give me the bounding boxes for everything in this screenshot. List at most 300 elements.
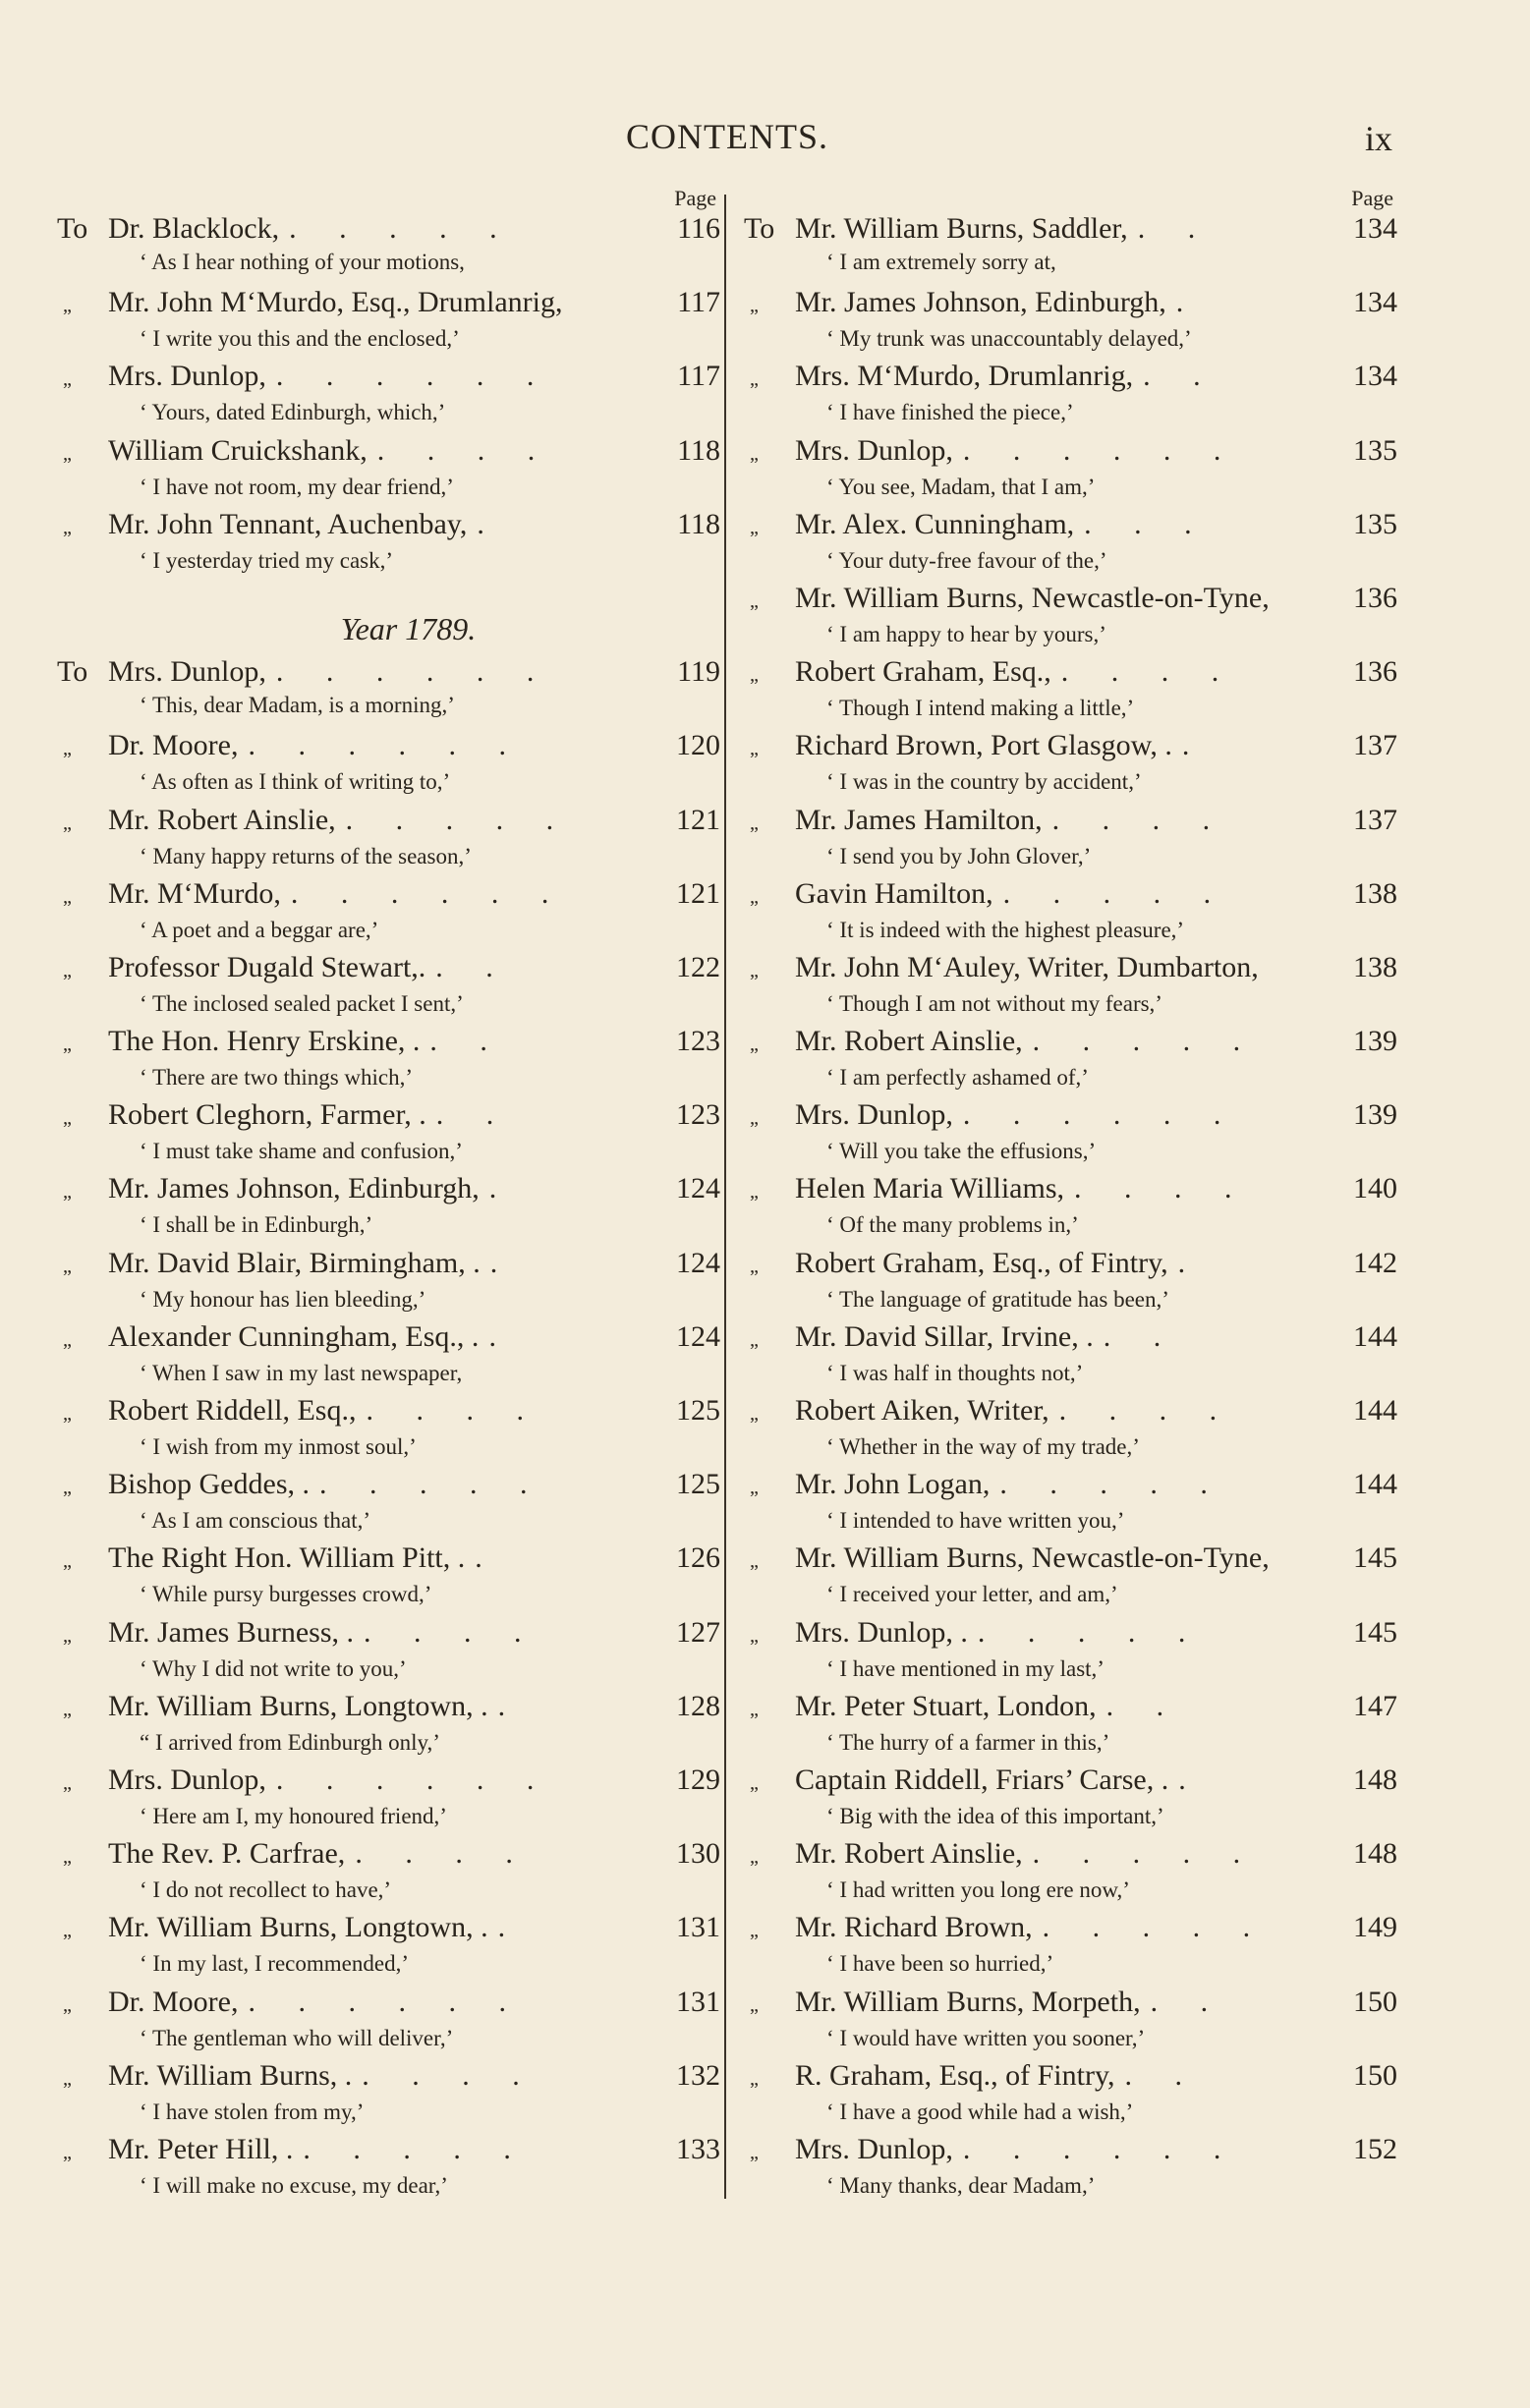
entry-page-number: 117	[677, 360, 720, 393]
entry-page-number: 124	[676, 1319, 720, 1353]
dot-leader: . . . .	[366, 1394, 541, 1427]
letter-first-line: ‘ I wish from my inmost soul,’	[140, 1434, 417, 1459]
entry-page-number: 136	[1353, 655, 1397, 689]
dot-leader: . .	[435, 950, 511, 983]
contents-entry	[744, 210, 1397, 284]
entry-page-number: 131	[676, 1911, 720, 1944]
entry-page-number: 117	[677, 286, 720, 319]
entry-prefix: „	[63, 959, 72, 981]
contents-entry	[57, 1762, 720, 1835]
letter-first-line: ‘ Will you take the effusions,’	[826, 1139, 1097, 1164]
recipient-name: Professor Dugald Stewart,.	[108, 950, 426, 983]
letter-first-line: ‘ I am extremely sorry at,	[826, 250, 1056, 274]
recipient-name: Richard Brown, Port Glasgow, .	[795, 729, 1172, 762]
recipient-name: Mr. William Burns, Morpeth,	[795, 1985, 1141, 2018]
entry-heading	[744, 506, 1397, 546]
recipient-name: Mrs. Dunlop,	[795, 433, 953, 467]
entry-prefix: „	[63, 738, 72, 760]
letter-first-line: ‘ I had written you long ere now,’	[826, 1877, 1130, 1903]
entry-page-number: 134	[1353, 360, 1397, 393]
entry-page-number: 145	[1353, 1541, 1397, 1575]
entry-heading	[744, 1023, 1397, 1063]
recipient-name: Dr. Moore,	[108, 1985, 239, 2018]
recipient-name: Mr. David Sillar, Irvine, .	[795, 1319, 1094, 1353]
entry-heading	[744, 653, 1397, 694]
contents-entry	[57, 727, 720, 801]
recipient-name: Alexander Cunningham, Esq., .	[108, 1319, 480, 1353]
recipient-name: The Rev. P. Carfrae,	[108, 1837, 346, 1871]
entry-page-number: 134	[1353, 286, 1397, 319]
recipient-name: Mr. David Blair, Birmingham, .	[108, 1246, 481, 1279]
dot-leader: . . . .	[364, 1615, 539, 1649]
entry-prefix: „	[63, 516, 72, 538]
entry-heading	[744, 802, 1397, 842]
contents-entry	[57, 358, 720, 431]
letter-first-line: ‘ I have mentioned in my last,’	[826, 1655, 1105, 1681]
entry-heading	[57, 432, 720, 473]
contents-entry	[57, 1096, 720, 1170]
letter-first-line: ‘ I am happy to hear by yours,’	[826, 621, 1106, 646]
entry-page-number: 128	[676, 1689, 720, 1722]
contents-entry	[57, 1614, 720, 1688]
entry-prefix: „	[750, 516, 759, 538]
dot-leader: .	[497, 1689, 524, 1722]
contents-entry	[744, 1762, 1397, 1835]
entry-heading	[57, 875, 720, 916]
entry-heading	[57, 653, 720, 691]
entry-prefix: „	[750, 1993, 759, 2016]
contents-entry	[57, 1318, 720, 1392]
recipient-name: Robert Cleghorn, Farmer, .	[108, 1098, 426, 1132]
dot-leader: . .	[1105, 1689, 1182, 1722]
entry-page-number: 148	[1353, 1837, 1397, 1871]
entry-page-number: 123	[676, 1025, 720, 1058]
letter-first-line: ‘ Of the many problems in,’	[826, 1212, 1079, 1238]
recipient-name: Mr. Alex. Cunningham,	[795, 507, 1075, 540]
recipient-name: Robert Riddell, Esq.,	[108, 1394, 357, 1427]
letter-first-line: ‘ The hurry of a farmer in this,’	[826, 1729, 1110, 1755]
dot-leader: . .	[1137, 212, 1214, 245]
entry-prefix: „	[750, 1328, 759, 1351]
recipient-name: Mr. William Burns, Newcastle-on-Tyne,	[795, 1541, 1270, 1575]
entry-page-number: 152	[1353, 2132, 1397, 2165]
recipient-name: Mr. James Johnson, Edinburgh,	[795, 286, 1166, 319]
entry-prefix: „	[750, 442, 759, 465]
contents-entry	[57, 1023, 720, 1096]
recipient-name: Mr. Robert Ainslie,	[795, 1837, 1023, 1871]
entry-page-number: 150	[1353, 1985, 1397, 2018]
entry-prefix: „	[63, 368, 72, 391]
letter-first-line: ‘ I will make no excuse, my dear,’	[140, 2172, 448, 2198]
contents-entry	[744, 1688, 1397, 1762]
entry-prefix: „	[750, 1107, 759, 1130]
entry-heading	[57, 1023, 720, 1063]
letter-first-line: ‘ As I am conscious that,’	[140, 1508, 371, 1534]
recipient-name: Mr. William Burns, Newcastle-on-Tyne,	[795, 581, 1270, 614]
recipient-name: Mr. James Hamilton,	[795, 803, 1043, 836]
recipient-name: Dr. Blacklock,	[108, 212, 280, 245]
letter-first-line: ‘ Here am I, my honoured friend,’	[140, 1803, 447, 1828]
entry-prefix: „	[63, 442, 72, 465]
entry-page-number: 120	[676, 729, 720, 762]
contents-entry	[57, 1984, 720, 2057]
entry-heading	[57, 1466, 720, 1506]
letter-first-line: ‘ Many thanks, dear Madam,’	[826, 2172, 1096, 2198]
entry-heading	[57, 1984, 720, 2024]
recipient-name: Bishop Geddes, .	[108, 1468, 310, 1501]
entry-heading	[744, 1762, 1397, 1802]
contents-entry	[744, 358, 1397, 431]
contents-entry	[744, 802, 1397, 875]
entry-page-number: 137	[1353, 729, 1397, 762]
entry-page-number: 118	[677, 433, 720, 467]
entry-page-number: 134	[1353, 212, 1397, 245]
letter-first-line: ‘ You see, Madam, that I am,’	[826, 474, 1096, 499]
entry-page-number: 124	[676, 1246, 720, 1279]
contents-entry	[744, 1909, 1397, 1983]
dot-leader: . . . . . .	[962, 1098, 1239, 1132]
entry-page-number: 130	[676, 1837, 720, 1871]
recipient-name: Mr. William Burns, .	[108, 2058, 353, 2092]
recipient-name: Mr. Richard Brown,	[795, 1911, 1033, 1944]
entry-page-number: 118	[677, 507, 720, 540]
dot-leader: . .	[1103, 1319, 1179, 1353]
letter-first-line: ‘ While pursy burgesses crowd,’	[140, 1582, 432, 1607]
letter-first-line: ‘ I have not room, my dear friend,’	[140, 474, 454, 499]
recipient-name: William Cruickshank,	[108, 433, 368, 467]
entry-prefix: „	[750, 738, 759, 760]
entry-page-number: 148	[1353, 1763, 1397, 1796]
letter-first-line: ‘ I send you by John Glover,’	[826, 843, 1092, 868]
contents-entry	[744, 284, 1397, 358]
letter-first-line: ‘ In my last, I recommended,’	[140, 1951, 409, 1977]
entry-page-number: 137	[1353, 803, 1397, 836]
page-number: ix	[1364, 119, 1392, 158]
dot-leader: . .	[1143, 360, 1218, 393]
entry-heading	[744, 580, 1397, 620]
recipient-name: Gavin Hamilton,	[795, 876, 993, 910]
contents-entry	[57, 1909, 720, 1983]
recipient-name: Mr. William Burns, Longtown, .	[108, 1689, 488, 1722]
entry-prefix: „	[63, 1846, 72, 1869]
entry-heading	[744, 1318, 1397, 1359]
entry-page-number: 135	[1353, 507, 1397, 540]
recipient-name: Mr. James Burness, .	[108, 1615, 354, 1649]
contents-entry	[57, 875, 720, 949]
dot-leader: . . . . .	[1032, 1837, 1259, 1871]
entry-prefix: „	[63, 2141, 72, 2163]
letter-first-line: ‘ I yesterday tried my cask,’	[140, 547, 394, 573]
entry-heading	[57, 1835, 720, 1876]
entry-page-number: 125	[676, 1468, 720, 1501]
dot-leader: . . . . . .	[275, 360, 552, 393]
entry-prefix: „	[63, 1034, 72, 1056]
entry-prefix: „	[63, 885, 72, 908]
entry-page-number: 147	[1353, 1689, 1397, 1722]
entry-prefix: „	[750, 812, 759, 834]
contents-entry	[57, 1835, 720, 1909]
entry-heading	[744, 210, 1397, 248]
contents-entry	[57, 1392, 720, 1466]
entry-prefix: „	[750, 1550, 759, 1573]
entry-prefix: „	[750, 1255, 759, 1277]
entry-page-number: 119	[677, 655, 720, 689]
entry-heading	[57, 1392, 720, 1432]
recipient-name: Dr. Moore,	[108, 729, 239, 762]
entry-heading	[744, 1392, 1397, 1432]
contents-entry	[744, 1392, 1397, 1466]
letter-first-line: ‘ I have a good while had a wish,’	[826, 2099, 1134, 2124]
entry-page-number: 124	[676, 1172, 720, 1205]
letter-first-line: ‘ I have finished the piece,’	[826, 400, 1074, 425]
entry-prefix: „	[63, 1698, 72, 1720]
dot-leader: .	[488, 1319, 514, 1353]
entry-page-number: 121	[676, 803, 720, 836]
entry-prefix: „	[63, 1255, 72, 1277]
entry-heading	[57, 949, 720, 989]
entry-heading	[57, 1688, 720, 1728]
entry-page-number: 122	[676, 950, 720, 983]
dot-leader: . . . . . .	[275, 655, 552, 689]
recipient-name: Captain Riddell, Friars’ Carse, .	[795, 1763, 1169, 1796]
letter-first-line: ‘ I write you this and the enclosed,’	[140, 326, 460, 352]
dot-leader: . .	[1124, 2058, 1201, 2092]
recipient-name: Mrs. Dunlop,	[795, 1098, 953, 1132]
dot-leader: . . . .	[1058, 1394, 1235, 1427]
entry-prefix: „	[750, 664, 759, 687]
dot-leader: .	[1178, 1763, 1204, 1796]
entry-heading	[744, 2057, 1397, 2098]
entry-page-number: 131	[676, 1985, 720, 2018]
entry-prefix: „	[63, 1477, 72, 1499]
entry-page-number: 135	[1353, 433, 1397, 467]
entry-heading	[57, 284, 720, 324]
entry-heading	[57, 802, 720, 842]
entry-heading	[744, 1835, 1397, 1876]
contents-entry	[57, 949, 720, 1023]
letter-first-line: ‘ I received your letter, and am,’	[826, 1582, 1118, 1607]
entry-prefix: „	[63, 1920, 72, 1942]
contents-entry	[57, 1245, 720, 1318]
contents-entry	[744, 949, 1397, 1023]
entry-heading	[744, 875, 1397, 916]
letter-first-line: ‘ As I hear nothing of your motions,	[140, 250, 465, 274]
entry-prefix: „	[750, 2141, 759, 2163]
contents-entry	[57, 210, 720, 284]
letter-first-line: ‘ Whether in the way of my trade,’	[826, 1434, 1140, 1459]
entry-prefix: „	[63, 1107, 72, 1130]
dot-leader: . . . . .	[345, 803, 572, 836]
dot-leader: .	[477, 507, 502, 540]
recipient-name: Robert Graham, Esq.,	[795, 655, 1051, 689]
contents-entry	[744, 2131, 1397, 2205]
contents-entry	[57, 2057, 720, 2131]
entry-heading	[744, 358, 1397, 398]
recipient-name: Mr. James Johnson, Edinburgh,	[108, 1172, 480, 1205]
letter-first-line: ‘ It is indeed with the highest pleasure,’	[826, 917, 1185, 942]
entry-prefix: To	[57, 655, 88, 689]
letter-first-line: ‘ As often as I think of writing to,’	[140, 769, 451, 795]
letter-first-line: ‘ A poet and a beggar are,’	[140, 917, 379, 942]
running-title: CONTENTS.	[626, 117, 828, 156]
dot-leader: .	[1181, 729, 1208, 762]
recipient-name: Mrs. Dunlop,	[795, 2132, 953, 2165]
dot-leader: . . . . . .	[275, 1763, 552, 1796]
entry-heading	[57, 2057, 720, 2098]
dot-leader: . . . . .	[303, 2132, 529, 2165]
entry-heading	[744, 432, 1397, 473]
entry-page-number: 149	[1353, 1911, 1397, 1944]
letter-first-line: ‘ The gentleman who will deliver,’	[140, 2025, 454, 2050]
entry-heading	[744, 284, 1397, 324]
contents-entry	[744, 1170, 1397, 1244]
contents-entry	[744, 1984, 1397, 2057]
letter-first-line: ‘ I am perfectly ashamed of,’	[826, 1065, 1089, 1091]
entry-page-number: 150	[1353, 2058, 1397, 2092]
entry-prefix: To	[744, 212, 775, 245]
dot-leader: . . . .	[355, 1837, 531, 1871]
entry-prefix: „	[63, 1328, 72, 1351]
contents-entry	[744, 1245, 1397, 1318]
contents-entry	[744, 727, 1397, 801]
recipient-name: Mr. William Burns, Saddler,	[795, 212, 1128, 245]
recipient-name: Helen Maria Williams,	[795, 1172, 1064, 1205]
entry-page-number: 139	[1353, 1025, 1397, 1058]
contents-entry	[744, 2057, 1397, 2131]
entry-heading	[57, 1170, 720, 1210]
right-column	[744, 187, 1397, 2205]
entry-prefix: „	[750, 295, 759, 317]
entry-prefix: „	[750, 1477, 759, 1499]
entry-prefix: „	[63, 295, 72, 317]
entry-page-number: 139	[1353, 1098, 1397, 1132]
contents-entry	[744, 1540, 1397, 1613]
entry-page-number: 144	[1353, 1394, 1397, 1427]
entry-page-number: 138	[1353, 950, 1397, 983]
dot-leader: . . . . .	[1042, 1911, 1269, 1944]
contents-entry	[57, 506, 720, 580]
dot-leader: . . . .	[376, 433, 553, 467]
entry-page-number: 132	[676, 2058, 720, 2092]
letter-first-line: ‘ My trunk was unaccountably delayed,’	[826, 326, 1192, 352]
entry-heading	[744, 1909, 1397, 1949]
entry-heading	[57, 1614, 720, 1654]
page-header	[0, 116, 1530, 158]
entries-1788	[57, 210, 720, 580]
dot-leader: . . . . . .	[962, 2132, 1239, 2165]
page-column-label: Page	[674, 186, 716, 210]
recipient-name: Mr. John Tennant, Auchenbay,	[108, 507, 468, 540]
entry-heading	[57, 1096, 720, 1137]
dot-leader: . . . . . .	[248, 729, 524, 762]
dot-leader: .	[489, 1246, 516, 1279]
entry-prefix: „	[63, 2067, 72, 2090]
entry-prefix: „	[750, 1403, 759, 1425]
entry-heading	[744, 949, 1397, 989]
recipient-name: Mrs. Dunlop, .	[795, 1615, 968, 1649]
letter-first-line: ‘ I must take shame and confusion,’	[140, 1139, 463, 1164]
page-column-label: Page	[1351, 186, 1393, 210]
letter-first-line: ‘ There are two things which,’	[140, 1065, 414, 1091]
entry-prefix: „	[750, 959, 759, 981]
entry-page-number: 136	[1353, 581, 1397, 614]
dot-leader: . . . . .	[977, 1615, 1204, 1649]
entry-heading	[57, 727, 720, 767]
dot-leader: .	[1175, 286, 1202, 319]
entry-heading	[744, 1170, 1397, 1210]
recipient-name: R. Graham, Esq., of Fintry,	[795, 2058, 1115, 2092]
entry-prefix: „	[750, 2067, 759, 2090]
contents-entry	[744, 1614, 1397, 1688]
letter-first-line: ‘ Your duty-free favour of the,’	[826, 547, 1107, 573]
recipient-name: Mrs. Dunlop,	[108, 655, 266, 689]
dot-leader: . . . . .	[1032, 1025, 1259, 1058]
entry-heading	[744, 1096, 1397, 1137]
entry-heading	[57, 1245, 720, 1285]
dot-leader: . . . . .	[999, 1468, 1225, 1501]
contents-entry	[744, 1466, 1397, 1540]
entry-page-number: 140	[1353, 1172, 1397, 1205]
letter-first-line: ‘ The inclosed sealed packet I sent,’	[140, 990, 464, 1016]
letter-first-line: ‘ I would have written you sooner,’	[826, 2025, 1146, 2050]
contents-entry	[744, 1023, 1397, 1096]
column-divider	[724, 195, 726, 2199]
letter-first-line: ‘ I shall be in Edinburgh,’	[140, 1212, 373, 1238]
entry-heading	[57, 1540, 720, 1580]
dot-leader: .	[475, 1541, 500, 1575]
dot-leader: . . .	[1084, 507, 1210, 540]
entry-page-number: 145	[1353, 1615, 1397, 1649]
entry-prefix: „	[750, 589, 759, 612]
entry-heading	[57, 1909, 720, 1949]
recipient-name: Mr. Robert Ainslie,	[795, 1025, 1023, 1058]
recipient-name: Robert Aiken, Writer,	[795, 1394, 1049, 1427]
contents-entry	[57, 1170, 720, 1244]
contents-entry	[744, 506, 1397, 580]
entry-heading	[744, 727, 1397, 767]
entry-prefix: „	[750, 1698, 759, 1720]
dot-leader: . . . .	[1060, 655, 1237, 689]
dot-leader: . . . . . .	[248, 1985, 524, 2018]
entry-prefix: „	[63, 1771, 72, 1794]
entries-right	[744, 210, 1397, 2205]
entry-prefix: „	[63, 1624, 72, 1647]
letter-first-line: ‘ My honour has lien bleeding,’	[140, 1286, 426, 1312]
entry-prefix: „	[750, 885, 759, 908]
entry-prefix: „	[750, 1771, 759, 1794]
entry-heading	[744, 1614, 1397, 1654]
dot-leader: . .	[435, 1098, 512, 1132]
letter-first-line: ‘ This, dear Madam, is a morning,’	[140, 693, 455, 718]
recipient-name: Mr. William Burns, Longtown, .	[108, 1911, 488, 1944]
dot-leader: . . . . . .	[290, 876, 567, 910]
letter-first-line: ‘ Though I intend making a little,’	[826, 696, 1135, 721]
entry-page-number: 129	[676, 1763, 720, 1796]
entry-prefix: „	[750, 368, 759, 391]
entry-prefix: „	[63, 1181, 72, 1204]
dot-leader: . . . . .	[289, 212, 515, 245]
entry-page-number: 133	[676, 2132, 720, 2165]
contents-entry	[744, 580, 1397, 653]
entry-prefix: „	[750, 1920, 759, 1942]
dot-leader: . .	[429, 1025, 505, 1058]
letter-first-line: ‘ I do not recollect to have,’	[140, 1877, 392, 1903]
recipient-name: The Hon. Henry Erskine, .	[108, 1025, 421, 1058]
entry-heading	[744, 1245, 1397, 1285]
dot-leader: .	[1177, 1246, 1204, 1279]
recipient-name: The Right Hon. William Pitt, .	[108, 1541, 466, 1575]
entry-heading	[744, 1984, 1397, 2024]
